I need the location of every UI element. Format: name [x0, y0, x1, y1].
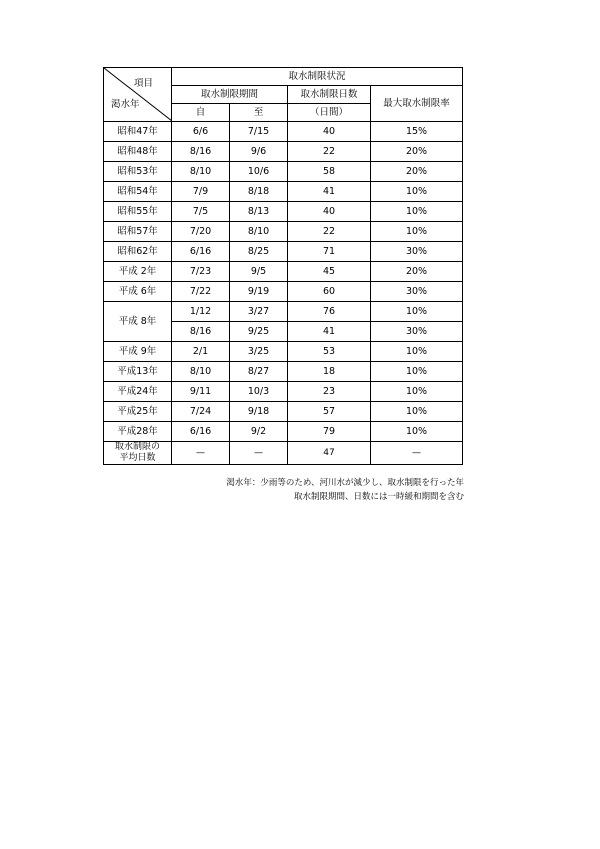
table-row	[104, 122, 463, 142]
rate-cell: 10%	[371, 362, 463, 382]
from-cell: 7/24	[172, 402, 230, 422]
from-cell: 7/22	[172, 282, 230, 302]
to-cell: 10/6	[230, 162, 288, 182]
rate-cell: 15%	[371, 122, 463, 142]
from-cell: 8/10	[172, 362, 230, 382]
from-cell: 1/12	[172, 302, 230, 322]
from-cell: 7/9	[172, 182, 230, 202]
average-label-line2: 平均日数	[119, 453, 156, 463]
rate-cell: 20%	[371, 262, 463, 282]
to-header: 至	[230, 104, 288, 122]
to-cell: 8/18	[230, 182, 288, 202]
rate-cell: 10%	[371, 182, 463, 202]
to-cell: 3/27	[230, 302, 288, 322]
from-cell: 9/11	[172, 382, 230, 402]
days-cell: 58	[288, 162, 371, 182]
from-cell: 8/16	[172, 142, 230, 162]
days-cell: 41	[288, 182, 371, 202]
to-cell: 3/25	[230, 342, 288, 362]
rate-cell: 10%	[371, 342, 463, 362]
days-cell: 60	[288, 282, 371, 302]
corner-header-cell	[104, 68, 172, 122]
to-cell: 9/25	[230, 322, 288, 342]
from-cell: 8/10	[172, 162, 230, 182]
year-cell: 平成24年	[104, 382, 172, 402]
year-cell: 昭和55年	[104, 202, 172, 222]
days-cell: 41	[288, 322, 371, 342]
from-cell: 7/5	[172, 202, 230, 222]
average-label-line1: 取水制限の	[114, 442, 160, 452]
table-row	[104, 142, 463, 162]
rate-cell: 10%	[371, 202, 463, 222]
days-cell: 53	[288, 342, 371, 362]
footnote-drought-year: 渇水年：少雨等のため、河川水が減少し、取水制限を行った年	[226, 478, 464, 488]
rate-cell: 10%	[371, 382, 463, 402]
days-cell: 23	[288, 382, 371, 402]
to-cell: 8/13	[230, 202, 288, 222]
table-row	[104, 262, 463, 282]
table-row	[104, 382, 463, 402]
from-cell: 2/1	[172, 342, 230, 362]
days-cell: 18	[288, 362, 371, 382]
item-header: 項目	[134, 78, 154, 89]
year-cell: 昭和57年	[104, 222, 172, 242]
to-cell: 10/3	[230, 382, 288, 402]
from-cell: 6/16	[172, 242, 230, 262]
rate-cell: 30%	[371, 282, 463, 302]
year-cell: 平成28年	[104, 422, 172, 442]
from-cell: 6/6	[172, 122, 230, 142]
restriction-period-header: 取水制限期間	[172, 86, 288, 104]
to-cell: 9/5	[230, 262, 288, 282]
to-cell: 8/25	[230, 242, 288, 262]
days-cell: 40	[288, 202, 371, 222]
restriction-days-header: 取水制限日数	[288, 86, 371, 104]
rate-cell: 10%	[371, 402, 463, 422]
rate-cell: 20%	[371, 162, 463, 182]
restriction-status-header: 取水制限状況	[172, 68, 463, 86]
days-cell: 79	[288, 422, 371, 442]
from-header: 自	[172, 104, 230, 122]
year-cell: 昭和48年	[104, 142, 172, 162]
footnote-period: 取水制限期間、日数には一時緩和期間を含む	[293, 492, 464, 502]
rate-cell: 30%	[371, 242, 463, 262]
to-cell: 7/15	[230, 122, 288, 142]
days-cell: 76	[288, 302, 371, 322]
drought-year-header: 渇水年	[111, 99, 140, 110]
rate-cell: 20%	[371, 142, 463, 162]
table-row	[104, 162, 463, 182]
diagonal-line	[104, 68, 172, 121]
days-unit-header: （日間）	[288, 104, 371, 122]
days-cell: 71	[288, 242, 371, 262]
year-cell: 昭和62年	[104, 242, 172, 262]
year-cell: 昭和53年	[104, 162, 172, 182]
rate-cell: 10%	[371, 422, 463, 442]
table-row	[104, 422, 463, 442]
table-row	[104, 342, 463, 362]
table-row	[104, 202, 463, 222]
rate-cell: 30%	[371, 322, 463, 342]
table-row	[104, 402, 463, 422]
days-cell: 40	[288, 122, 371, 142]
year-cell: 平成 8年	[104, 302, 172, 342]
days-cell: 45	[288, 262, 371, 282]
table-row	[104, 222, 463, 242]
table-row	[104, 282, 463, 302]
to-cell: 9/6	[230, 142, 288, 162]
to-cell: 9/2	[230, 422, 288, 442]
year-cell: 昭和47年	[104, 122, 172, 142]
year-cell: 平成13年	[104, 362, 172, 382]
days-cell: 57	[288, 402, 371, 422]
max-restriction-rate-header: 最大取水制限率	[371, 86, 463, 122]
average-row	[104, 442, 463, 465]
from-cell: 7/23	[172, 262, 230, 282]
year-cell: 平成 6年	[104, 282, 172, 302]
average-days-cell: 47	[288, 442, 371, 465]
footnotes	[226, 476, 464, 504]
year-cell: 平成 9年	[104, 342, 172, 362]
to-cell: 9/19	[230, 282, 288, 302]
to-cell: 8/10	[230, 222, 288, 242]
from-cell: 8/16	[172, 322, 230, 342]
table-row	[104, 302, 463, 322]
days-cell: 22	[288, 142, 371, 162]
from-cell: 6/16	[172, 422, 230, 442]
rate-cell: 10%	[371, 302, 463, 322]
rate-cell: 10%	[371, 222, 463, 242]
year-cell: 昭和54年	[104, 182, 172, 202]
average-from-cell: —	[172, 442, 230, 465]
table-row	[104, 242, 463, 262]
water-restriction-table	[103, 67, 463, 465]
average-to-cell: —	[230, 442, 288, 465]
days-cell: 22	[288, 222, 371, 242]
table-row	[104, 362, 463, 382]
from-cell: 7/20	[172, 222, 230, 242]
year-cell: 平成 2年	[104, 262, 172, 282]
to-cell: 9/18	[230, 402, 288, 422]
to-cell: 8/27	[230, 362, 288, 382]
year-cell: 平成25年	[104, 402, 172, 422]
table-row	[104, 182, 463, 202]
average-rate-cell: —	[371, 442, 463, 465]
average-label-cell	[104, 442, 172, 465]
